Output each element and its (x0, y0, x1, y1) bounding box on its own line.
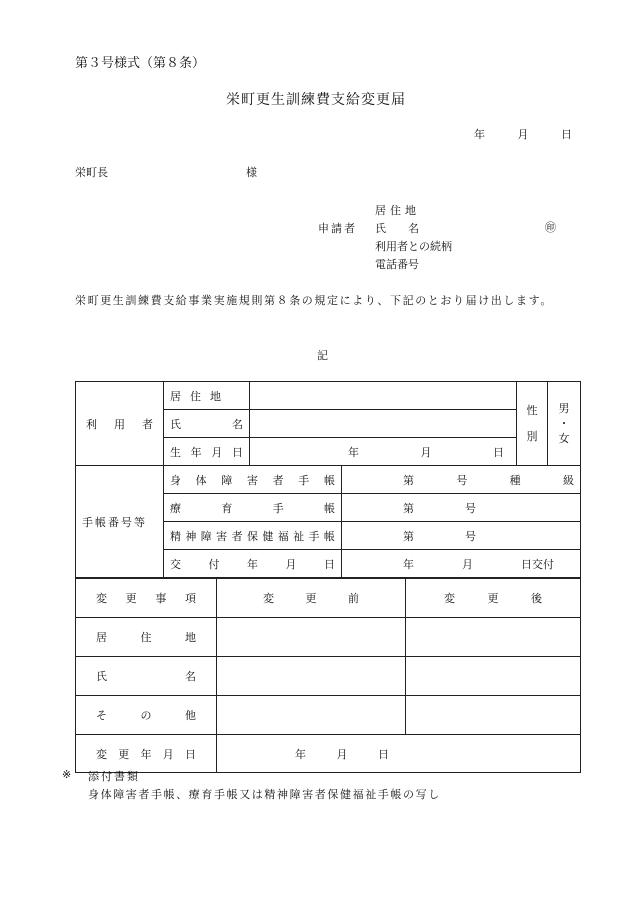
header-before: 変 更 前 (217, 579, 406, 618)
page-title: 栄町更生訓練費支給変更届 (226, 92, 406, 108)
row-residence-after[interactable] (406, 618, 581, 657)
notebook-section-label: 手帳番号等 (76, 466, 164, 578)
addressee: 栄町長 (75, 166, 108, 179)
applicant-label: 申請者 (318, 222, 357, 235)
birthdate-field[interactable]: 年 月 日 (250, 438, 517, 466)
header-after: 変 更 後 (406, 579, 581, 618)
row-other-before[interactable] (217, 696, 406, 735)
issue-date-field[interactable]: 年 月 日交付 (342, 550, 581, 578)
rehabilitation-notebook-label: 療 育 手 帳 (164, 494, 342, 522)
submission-date: 年 月 日 (474, 128, 572, 141)
row-name-after[interactable] (406, 657, 581, 696)
header-change-item: 変 更 事 項 (76, 579, 217, 618)
change-date-label: 変 更 年 月 日 (76, 735, 217, 773)
rehabilitation-notebook-field[interactable]: 第 号 (342, 494, 581, 522)
ki-label: 記 (317, 349, 328, 362)
row-residence-before[interactable] (217, 618, 406, 657)
birthdate-label: 生 年 月 日 (164, 438, 250, 466)
body-text: 栄町更生訓練費支給事業実施規則第８条の規定により、下記のとおり届け出します。 (75, 294, 553, 307)
row-other-after[interactable] (406, 696, 581, 735)
physical-disability-notebook-field[interactable]: 第 号 種 級 (342, 466, 581, 494)
row-name-before[interactable] (217, 657, 406, 696)
applicant-relation-label: 利用者との続柄 (375, 240, 452, 253)
sex-options[interactable]: 男 ・ 女 (548, 382, 581, 466)
name-label: 氏 名 (164, 410, 250, 438)
applicant-name-label: 氏 名 (375, 222, 419, 235)
row-other-label: そ の 他 (76, 696, 217, 735)
sex-label: 性 別 (517, 382, 548, 466)
row-residence-label: 居 住 地 (76, 618, 217, 657)
seal-mark: ㊞ (545, 221, 556, 234)
physical-disability-notebook-label: 身 体 障 害 者 手 帳 (164, 466, 342, 494)
honorific: 様 (246, 166, 257, 179)
residence-label: 居 住 地 (164, 382, 250, 410)
attachments-heading: 添付書類 (88, 770, 140, 783)
row-name-label: 氏 名 (76, 657, 217, 696)
form-number: 第３号様式（第８条） (75, 56, 206, 71)
applicant-phone-label: 電話番号 (375, 258, 419, 271)
change-table (75, 578, 581, 773)
user-section-label: 利 用 者 (76, 382, 164, 466)
name-field[interactable] (250, 410, 517, 438)
residence-field[interactable] (250, 382, 517, 410)
mental-health-notebook-field[interactable]: 第 号 (342, 522, 581, 550)
issue-date-label: 交 付 年 月 日 (164, 550, 342, 578)
mental-health-notebook-label: 精 神 障 害 者 保 健 福 祉 手 帳 (164, 522, 342, 550)
attachments-text: 身体障害者手帳、療育手帳又は精神障害者保健福祉手帳の写し (88, 788, 441, 801)
user-info-table (75, 381, 581, 578)
change-date-field[interactable]: 年 月 日 (217, 735, 581, 773)
note-mark: ※ (62, 768, 72, 781)
applicant-residence-label: 居住地 (375, 204, 420, 217)
